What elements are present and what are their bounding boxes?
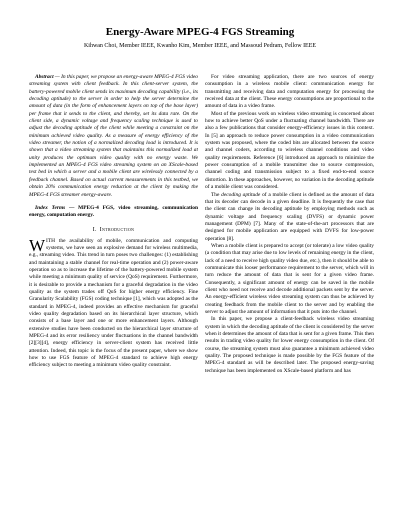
left-column: [29, 74, 198, 514]
intro-paragraph: [29, 235, 198, 370]
section-heading-introduction: [29, 226, 198, 234]
index-terms-text: — MPEG-4 FGS, video streaming, communication energy, computation energy.: [29, 204, 198, 219]
body-paragraph-3-lead: The: [211, 191, 222, 198]
abstract-paragraph: [29, 74, 198, 199]
decoding-aptitude-term: decoding aptitude: [221, 191, 261, 198]
body-paragraph-3: [205, 192, 374, 243]
intro-paragraph-text: ITH the availability of mobile, communication and computing systems, we have seen an explosive demand for wireless multimedia, e.g., streaming video. This trend in turn poses two challenges: (1) establishing and maintaining a stable channel for real-time operation and (2) power-aware operation so as to increase the lifetime of the battery-powered mobile system while meeting a minimum quality of service (QoS) requirement. Furthermore, it is desirable to provide a mechanism for a graceful degradation in the video quality as the system trades off QoS for higher energy efficiency. Fine Granularity Scalability (FGS) coding technique [1], which was adopted as the standard in MPEG-4, indeed provides an effective mechanism for graceful video quality degradation based on its hierarchical layer structure, which consists of a base layer and one or more enhancement layers. Although extensive studies have been conducted on the hierarchical layer structure of MPEG-4 and its error resiliency under fluctuations in the channel bandwidth [2][3][4], energy efficiency in server-client system has received little attention. Indeed, this topic is the focus of the present paper, where we show how to use FGS feature of MPEG-4 standard to achieve high energy efficiency subject to meeting a minimum video quality constraint.: [29, 237, 198, 369]
section-number: I.: [92, 226, 97, 233]
abstract-label: Abstract: [35, 74, 54, 80]
index-terms-paragraph: [29, 205, 198, 220]
body-paragraph-2: Most of the previous work on wireless video streaming is concerned about how to achieve better QoS under a fluctuating channel bandwidth. There are also a few publications that consider energy-efficiency issues in this context. In [5] an approach to reduce power consumption in a video communication system was proposed, where the coded bits are allocated between the source and channel coders, according to wireless channel conditions and video quality requirements. Reference [6] introduced an approach to minimize the power consumption of a mobile transmitter due to source compression, channel coding and transmission subject to a fixed end-to-end source distortion. In these approaches, however, no variation in the decoding aptitude of a mobile client was considered.: [205, 110, 374, 191]
paper-title: Energy-Aware MPEG-4 FGS Streaming: [105, 26, 295, 38]
body-paragraph-3-rest: of a mobile client is defined as the amount of data that its decoder can decode in a given deadline. It is frequently the case that the client can change its decoding aptitude by employing methods such as dynamic voltage and frequency scaling (DVFS) or dynamic power management (DPM) [7]. Many of the state-of-the-art processors that are designed for mobile application are equipped with DVFS for low-power operation [8].: [205, 191, 374, 242]
body-paragraph-5: In this paper, we propose a client-feedback wireless video streaming system in which the decoding aptitude of the client is considered by the server when it determines the amount of data that is sent for a given frame. This then results in trading video quality for lower energy consumption in the client. Of course, the streaming system must also guarantee a minimum achieved video quality. The proposed technique is made possible by the FGS feature of the MPEG-4 standard as will be described later. The proposed energy-saving technique has been implemented on XScale-based platform and has: [205, 316, 374, 374]
abstract-text: — In this paper, we propose an energy-aware MPEG-4 FGS video streaming system with client feedback. In this client-server system, the battery-powered mobile client sends its maximum decoding capability (i.e., its decoding aptitude) to the server in order to help the server determine the amount of data (in the form of enhancement layers on top of the base layer) per frame that it sends to the client, and thereby, set its data rate. On the client side, a dynamic voltage and frequency scaling technique is used to adjust the decoding aptitude of the client while meeting a constraint on the minimum achieved video quality. As a measure of energy efficiency of the video streamer, the notion of a normalized decoding load is introduced. It is shown that a video streaming system that maintains this normalized load at unity produces the optimum video quality with no energy waste. We implemented an MPEG-4 FGS video streaming system on an XScale-based test bed in which a server and a mobile client are wirelessly connected by a feedback channel. Based on actual current measurements in this testbed, we obtain 20% communication energy reduction at the client by making the MPEG-4 FGS streamer energy-aware.: [29, 74, 198, 198]
drop-cap: W: [29, 235, 46, 255]
author-list: Kihwan Choi, Member IEEE, Kwanho Kim, Member IEEE, and Massoud Pedram, Fellow IEEE: [83, 43, 317, 49]
body-paragraph-1: For video streaming application, there are two sources of energy consumption in a wireless mobile client: communication energy for transmitting and receiving data and computation energy for processing the received data at the client. These energy consumptions are proportional to the amount of data in a video frame.: [205, 74, 374, 110]
right-column: [205, 74, 374, 514]
body-paragraph-4: When a mobile client is prepared to accept (or tolerate) a low video quality (a condition that may arise due to low levels of remaining energy in the client, lack of a need to receive high quality video due, etc.), then it should be able to communicate this looser performance requirement to the server, which will in turn reduce the amount of data that is sent for a given video frame. Consequently, a significant amount of energy can be saved in the mobile client who need not receive and decode additional packets sent by the server. An energy-efficient wireless video streaming system can thus be achieved by creating feedback from the mobile client to the server and by enabling the server to adjust the amount of information that it puts into the channel.: [205, 242, 374, 315]
section-title: Introduction: [99, 226, 135, 233]
index-terms-label: Index Terms: [35, 204, 66, 211]
